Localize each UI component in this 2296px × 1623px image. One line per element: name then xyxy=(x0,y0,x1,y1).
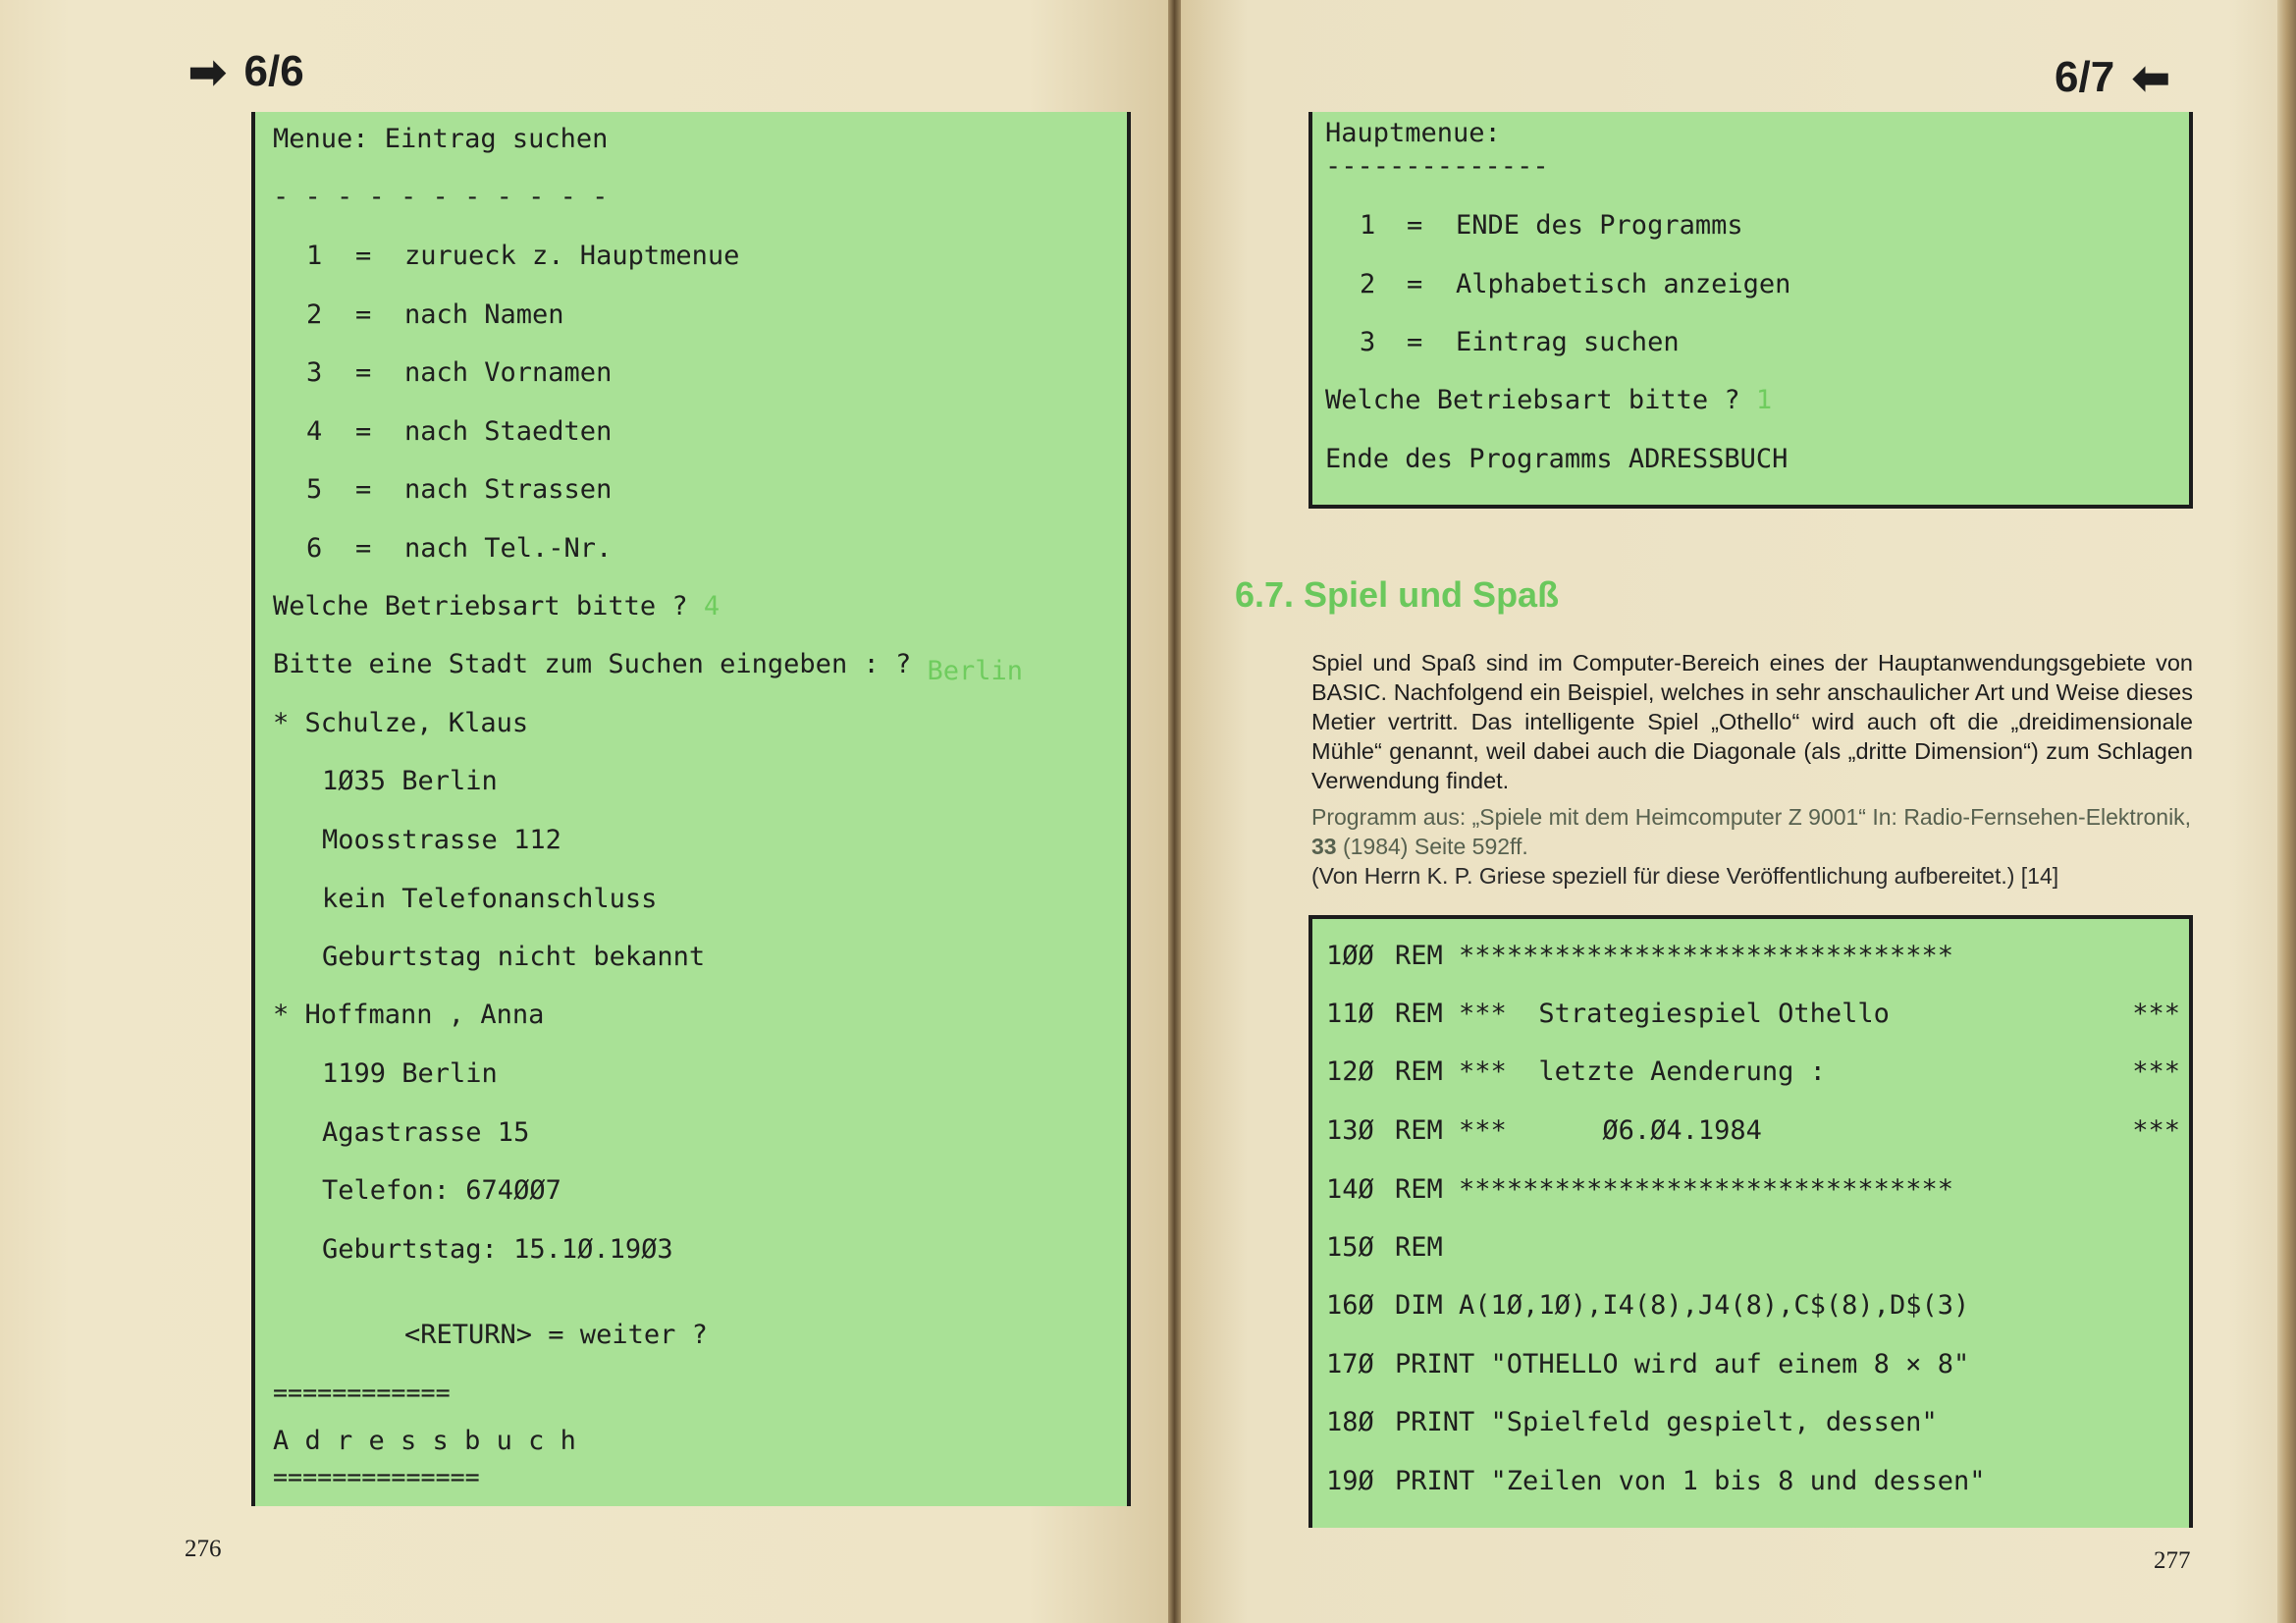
right-heading-label: 6/7 xyxy=(2055,53,2115,101)
code-line: 14Ø REM ******************************* xyxy=(1326,1174,1953,1205)
code-line: 12Ø REM *** letzte Aenderung : *** xyxy=(1326,1056,2180,1087)
code-line: 1ØØ REM ******************************* xyxy=(1326,941,1953,971)
main-mode-answer: 1 xyxy=(1755,385,1773,415)
entry2-birthday: Geburtstag: 15.1Ø.19Ø3 xyxy=(322,1234,673,1265)
menu-option: 1 = zurueck z. Hauptmenue xyxy=(306,241,740,271)
entry2-name: * Hoffmann , Anna xyxy=(273,1000,545,1030)
left-heading-label: 6/6 xyxy=(243,47,304,95)
code-line: 15Ø REM xyxy=(1326,1232,1443,1263)
menu-separator: - - - - - - - - - - - xyxy=(273,182,609,212)
menu-option: 4 = nach Staedten xyxy=(306,416,613,447)
source-note: (Von Herrn K. P. Griese speziell für diese Veröffentlichung aufbereitet.) [14] xyxy=(1311,863,2059,889)
entry2-phone: Telefon: 674ØØ7 xyxy=(322,1175,561,1206)
city-answer: Berlin xyxy=(927,656,1024,686)
section-title: 6.7. Spiel und Spaß xyxy=(1235,574,1560,615)
entry1-phone: kein Telefonanschluss xyxy=(322,884,658,914)
footer-title: A d r e s s b u c h xyxy=(273,1426,576,1456)
arrow-right-icon: ➡ xyxy=(188,46,227,97)
menu-title: Menue: Eintrag suchen xyxy=(273,124,609,154)
book-gutter xyxy=(1168,0,1181,1623)
right-page-number: 277 xyxy=(2154,1547,2191,1574)
left-heading xyxy=(188,45,304,98)
code-line: 17Ø PRINT "OTHELLO wird auf einem 8 × 8" xyxy=(1326,1349,1970,1380)
code-line: 13Ø REM *** Ø6.Ø4.1984 *** xyxy=(1326,1115,2180,1146)
mode-answer: 4 xyxy=(703,591,721,622)
arrow-left-icon: ⬅ xyxy=(2132,52,2170,103)
left-screen-panel xyxy=(251,112,1131,1506)
code-listing-panel xyxy=(1308,915,2193,1528)
intro-paragraph: Spiel und Spaß sind im Computer-Bereich eines der Hauptanwendungsgebiete von BASIC. Nachfolgend ein Beispiel, welches in sehr anschaulicher Art und Weise dieses Metier vertritt. Das intelligente Spiel „Othello“ wird auch oft die „dreidimensionale Mühle“ genannt, weil dabei auch die Diagonale (als „dritte Dimension“) zum Schlagen Verwendung findet. xyxy=(1311,650,2193,793)
entry2-city: 1199 Berlin xyxy=(322,1058,498,1089)
main-menu-option: 2 = Alphabetisch anzeigen xyxy=(1360,269,1791,299)
main-menu-option: 3 = Eintrag suchen xyxy=(1360,327,1680,357)
entry1-name: * Schulze, Klaus xyxy=(273,708,529,738)
double-rule-1: ============ xyxy=(273,1379,451,1407)
menu-option: 3 = nach Vornamen xyxy=(306,357,613,388)
double-rule-2: ============== xyxy=(273,1463,480,1491)
code-line: 18Ø PRINT "Spielfeld gespielt, dessen" xyxy=(1326,1407,1938,1437)
end-message: Ende des Programms ADRESSBUCH xyxy=(1325,444,1789,474)
main-menu-title: Hauptmenue: xyxy=(1325,118,1501,148)
entry2-street: Agastrasse 15 xyxy=(322,1117,530,1148)
source-citation: Programm aus: „Spiele mit dem Heimcomputer Z 9001“ In: Radio-Fernsehen-Elektronik, 33 (1984) Seite 592ff. xyxy=(1311,804,2192,859)
entry1-birthday: Geburtstag nicht bekannt xyxy=(322,942,706,972)
mode-prompt: Welche Betriebsart bitte ? 4 xyxy=(273,591,721,622)
menu-option: 5 = nach Strassen xyxy=(306,474,613,505)
entry1-street: Moosstrasse 112 xyxy=(322,825,561,855)
main-menu-separator: -------------- xyxy=(1325,151,1549,182)
left-page-number: 276 xyxy=(185,1536,222,1562)
menu-option: 6 = nach Tel.-Nr. xyxy=(306,533,613,564)
right-screen-panel xyxy=(1308,112,2193,509)
menu-option: 2 = nach Namen xyxy=(306,299,564,330)
code-line: 16Ø DIM A(1Ø,1Ø),I4(8),J4(8),C$(8),D$(3) xyxy=(1326,1290,1970,1321)
code-line: 19Ø PRINT "Zeilen von 1 bis 8 und dessen" xyxy=(1326,1466,1986,1496)
continue-prompt: <RETURN> = weiter ? xyxy=(404,1320,708,1350)
book-edge xyxy=(2277,0,2296,1623)
code-line: 11Ø REM *** Strategiespiel Othello *** xyxy=(1326,999,2180,1029)
city-prompt: Bitte eine Stadt zum Suchen eingeben : ? Berlin xyxy=(273,649,1024,686)
entry1-city: 1Ø35 Berlin xyxy=(322,766,498,796)
right-heading xyxy=(2055,51,2170,104)
main-menu-option: 1 = ENDE des Programms xyxy=(1360,210,1743,241)
main-mode-prompt: Welche Betriebsart bitte ? 1 xyxy=(1325,385,1773,415)
